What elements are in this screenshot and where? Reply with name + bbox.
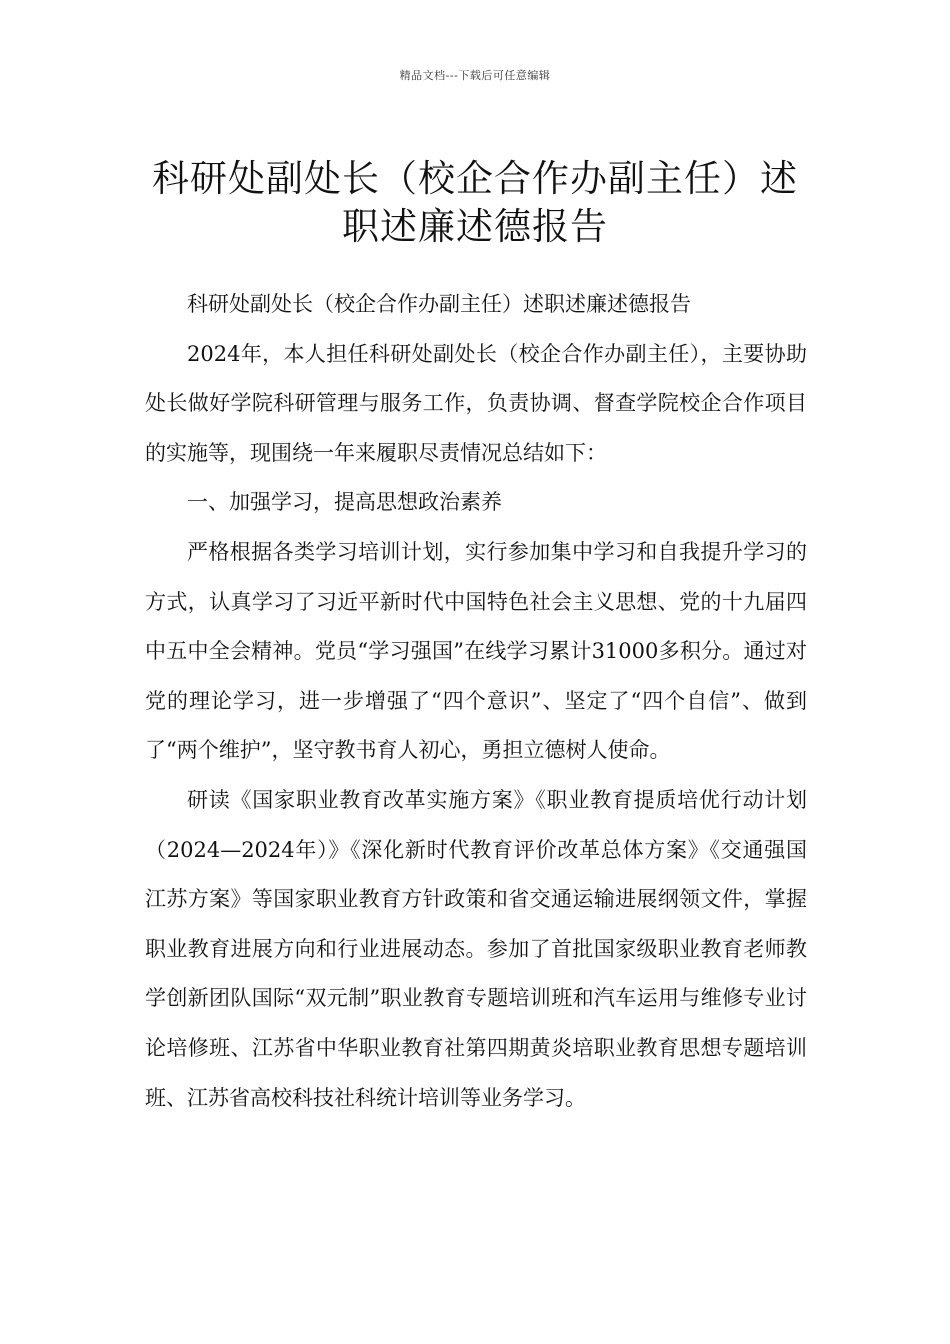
paragraph-intro: 2024年，本人担任科研处副处长（校企合作办副主任），主要协助处长做好学院科研管理与服务工作，负责协调、督查学院校企合作项目的实施等，现围绕一年来履职尽责情况总结如下： [145, 341, 807, 465]
document-title: 科研处副处长（校企合作办副主任）述职述廉述德报告 [152, 156, 798, 248]
section-heading: 一、加强学习，提高思想政治素养 [187, 490, 502, 515]
header-note: 精品文档---下载后可任意编辑 [399, 69, 551, 82]
document-body [145, 280, 807, 1123]
paragraph-policy: 研读《国家职业教育改革实施方案》《职业教育提质培优行动计划（2024—2024年）》《深化新时代教育评价改革总体方案》《交通强国江苏方案》等国家职业教育方针政策和省交通运输进展纲领文件，掌握职业教育进展方向和行业进展动态。参加了首批国家级职业教育老师教学创新团队国际“双元制”职业教育专题培训班和汽车运用与维修专业讨论培修班、江苏省中华职业教育社第四期黄炎培职业教育思想专题培训班、江苏省高校科技社科统计培训等业务学习。 [145, 787, 807, 1110]
paragraph-subtitle: 科研处副处长（校企合作办副主任）述职述廉述德报告 [187, 292, 691, 316]
paragraph-study: 严格根据各类学习培训计划，实行参加集中学习和自我提升学习的方式，认真学习了习近平新时代中国特色社会主义思想、党的十九届四中五中全会精神。党员“学习强国”在线学习累计31000多积分。通过对党的理论学习，进一步增强了“四个意识”、坚定了“四个自信”、做到了“两个维护”，坚守教书育人初心，勇担立德树人使命。 [145, 539, 807, 763]
